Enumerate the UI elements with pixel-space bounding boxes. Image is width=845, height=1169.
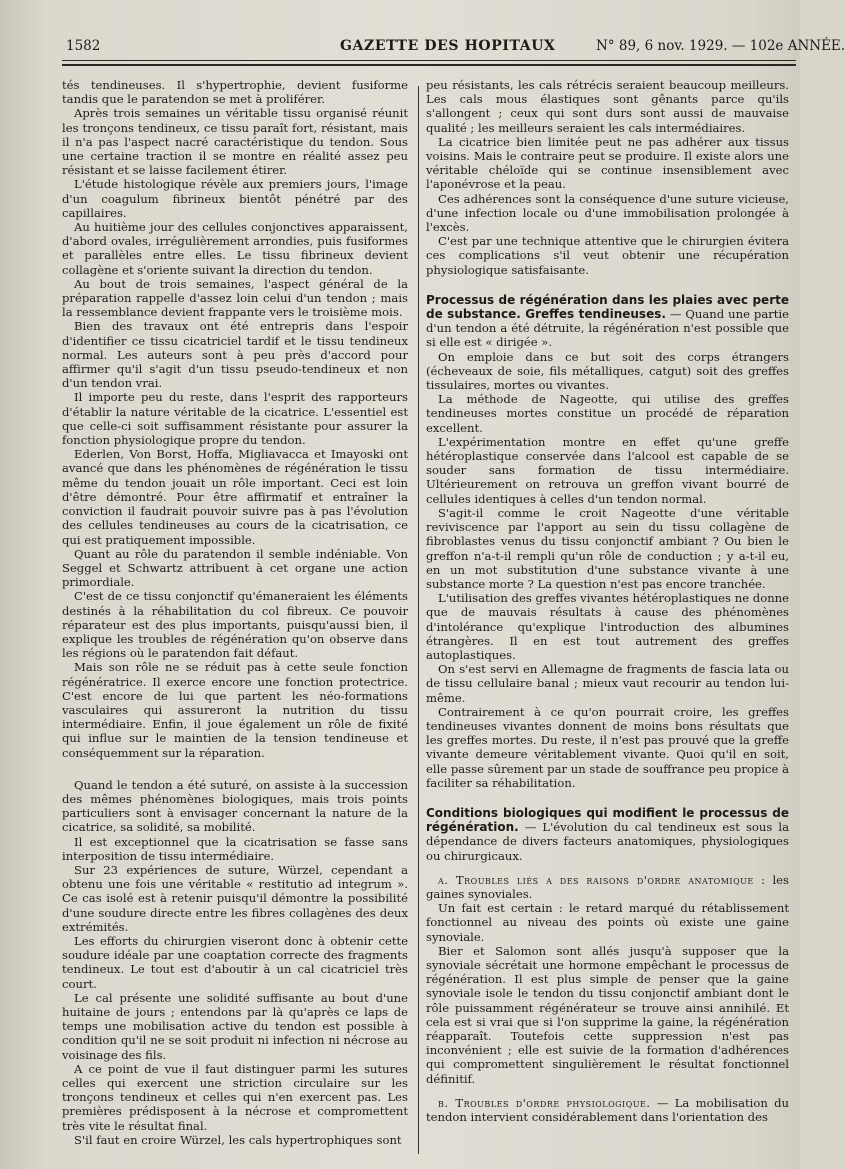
paragraph: On s'est servi en Allemagne de fragments de fascia lata ou de tissu cellulaire banal ; mieux vaut recourir au tendon lui-même.: [426, 662, 789, 705]
section-lead-conditions: — L'évolution du cal tendineux est sous la dépendance de divers facteurs anatomiques, physiologiques ou chirurgicaux.: [426, 820, 789, 863]
paragraph: A ce point de vue il faut distinguer parmi les sutures celles qui exercent une striction circulaire sur les tronçons tendineux et celles qui n'en exercent pas. Les premières prédisposent à la nécrose et compromettent très vite le résultat final.: [62, 1061, 408, 1133]
header-rule-thick: [62, 64, 796, 66]
subsection-b-label: b. Troubles d'ordre physiologique.: [438, 1095, 651, 1110]
paragraph: Quand le tendon a été suturé, on assiste à la succession des mêmes phénomènes biologiques, mais trois points particuliers sont à envisager concernant la nature de la cicatrice, sa solidité, sa mobilité.: [62, 777, 408, 835]
subsection-b-tail: — La mobilisation du tendon intervient considérablement dans l'orientation des: [426, 1095, 789, 1125]
subsection-a-tail: les gaines synoviales.: [426, 872, 789, 901]
subsection-a-label: a. Troubles liés a des raisons d'ordre anatomique :: [438, 872, 766, 887]
subsection-b: [426, 1096, 789, 1124]
paragraph: tés tendineuses. Il s'hypertrophie, devient fusiforme tandis que le paratendon se met à proliférer.: [62, 78, 408, 107]
paragraph: peu résistants, les cals rétrécis seraient beaucoup meilleurs. Les cals mous élastiques sont gênants parce qu'ils s'allongent ; ceux qui sont durs sont aussi de mauvaise qualité ; les meilleurs seraient les cals intermédiaires.: [426, 78, 789, 135]
section-lead-processus: — Quand une partie d'un tendon a été détruite, la régénération n'est possible que si elle est « dirigée ».: [426, 307, 789, 350]
paragraph: Un fait est certain : le retard marqué du rétablissement fonctionnel au niveau des points où existe une gaine synoviale.: [426, 901, 789, 944]
issue-info: N° 89, 6 nov. 1929. — 102e ANNÉE.: [596, 38, 845, 54]
paragraph: Bier et Salomon sont allés jusqu'à supposer que la synoviale sécrétait une hormone empêchant le processus de régénération. Il est plus simple de penser que la gaine synoviale isole le tendon du tissu conjonctif ambiant dont le rôle puissamment régénérateur se trouve ainsi annihilé. Et cela est si vrai que si l'on supprime la gaine, la régénération réapparaît. Toutefois cette suppression n'est pas inconvénient ; elle est suivie de la formation d'adhérences qui compromettent singulièrement le résultat fonctionnel définitif.: [426, 943, 789, 1086]
paragraph: L'étude histologique révèle aux premiers jours, l'image d'un coagulum fibrineux bientôt pénétré par des capillaires.: [62, 177, 408, 220]
column-divider: [418, 86, 419, 1154]
journal-title: GAZETTE DES HOPITAUX: [340, 38, 556, 54]
paragraph: Le cal présente une solidité suffisante au bout d'une huitaine de jours ; entendons par là qu'après ce laps de temps une mobilisation active du tendon est possible à condition qu'il ne se soit produit ni infection ni nécrose au voisinage des fils.: [62, 990, 408, 1062]
paragraph: C'est par une technique attentive que le chirurgien évitera ces complications s'il veut obtenir une récupération physiologique satisfaisante.: [426, 234, 789, 277]
subsection-a-body: [426, 901, 789, 1086]
paragraph: Bien des travaux ont été entrepris dans l'espoir d'identifier ce tissu cicatriciel tardif et le tissu tendineux normal. Les auteurs sont à peu près d'accord pour affirmer qu'il s'agit d'un tissu pseudo-tendineux et non d'un tendon vrai.: [62, 319, 408, 391]
paragraph: Ederlen, Von Borst, Hoffa, Migliavacca et Imayoski ont avancé que dans les phénomènes de régénération le tissu même du tendon jouait un rôle important. Ceci est loin d'être démontré. Pour être affirmatif et entraîner la conviction il faudrait pouvoir suivre pas à pas l'évolution des cellules tendineuses au cours de la cicatrisation, ce qui est pratiquement impossible.: [62, 447, 408, 547]
paragraph: L'expérimentation montre en effet qu'une greffe hétéroplastique conservée dans l'alcool est capable de se souder sans formation de tissu intermédiaire. Ultérieurement on retrouva un greffon vivant bourré de cellules identiques à celles d'un tendon normal.: [426, 434, 789, 506]
section-heading-processus: Processus de régénération dans les plaies avec perte de substance. Greffes tendineuses.: [426, 292, 789, 322]
paragraph: C'est de ce tissu conjonctif qu'émaneraient les éléments destinés à la réhabilitation du col fibreux. Ce pouvoir réparateur est des plus importants, puisqu'aussi bien, il explique les troubles de régénération qu'on observe dans les régions où le paratendon fait défaut.: [62, 589, 408, 661]
page-number: 1582: [66, 38, 101, 54]
subsection-a: [426, 873, 789, 901]
paragraph: Mais son rôle ne se réduit pas à cette seule fonction régénératrice. Il exerce encore une fonction protectrice. C'est encore de lui que partent les néo-formations vasculaires qui assureront la nutrition du tissu intermédiaire. Enfin, il joue également un rôle de fixité qui influe sur le maintien de la tension tendineuse et conséquemment sur la réparation.: [62, 660, 408, 760]
left-column: [62, 78, 408, 1160]
paragraph: Après trois semaines un véritable tissu organisé réunit les tronçons tendineux, ce tissu paraît fort, résistant, mais il n'a pas l'aspect nacré caractéristique du tendon. Sous une certaine traction il se montre en réalité assez peu résistant et se laisse facilement étirer.: [62, 106, 408, 178]
paragraph: La cicatrice bien limitée peut ne pas adhérer aux tissus voisins. Mais le contraire peut se produire. Il existe alors une véritable chéloïde qui se continue insensiblement avec l'aponévrose et la peau.: [426, 134, 789, 192]
paragraph: Les efforts du chirurgien viseront donc à obtenir cette soudure idéale par une coaptation correcte des fragments tendineux. Le tout est d'aboutir à un cal cicatriciel très court.: [62, 933, 408, 991]
paragraph: Contrairement à ce qu'on pourrait croire, les greffes tendineuses vivantes donnent de moins bons résultats que les greffes mortes. Du reste, il n'est pas prouvé que la greffe vivante demeure véritablement vivante. Quoi qu'il en soit, elle passe sûrement par un stade de souffrance peu propice à faciliter sa réhabilitation.: [426, 704, 789, 790]
section-processus-body: [426, 350, 789, 790]
paragraph: Au bout de trois semaines, l'aspect général de la préparation rappelle d'assez loin celui d'un tendon ; mais la ressemblance devient frappante vers le troisième mois.: [62, 276, 408, 320]
paragraph: Il importe peu du reste, dans l'esprit des rapporteurs d'établir la nature véritable de la cicatrice. L'essentiel est que celle-ci soit suffisamment résistante pour assurer la fonction physiologique propre du tendon.: [62, 390, 408, 448]
paragraph: Sur 23 expériences de suture, Würzel, cependant a obtenu une fois une véritable « restitutio ad integrum ». Ce cas isolé est à retenir puisqu'il démontre la possibilité d'une soudure directe entre les fibres collagènes des deux extrémités.: [62, 862, 408, 934]
paragraph: On emploie dans ce but soit des corps étrangers (écheveaux de soie, fils métalliques, catgut) soit des greffes tissulaires, mortes ou vivantes.: [426, 349, 789, 393]
section-conditions: [426, 806, 789, 863]
paragraph: L'utilisation des greffes vivantes hétéroplastiques ne donne que de mauvais résultats à cause des phénomènes d'intolérance qu'explique l'introduction des albumines étrangères. Il en est tout autrement des greffes autoplastiques.: [426, 591, 789, 662]
paragraph: Il est exceptionnel que la cicatrisation se fasse sans interposition de tissu intermédiaire.: [62, 834, 408, 863]
paragraph: Ces adhérences sont la conséquence d'une suture vicieuse, d'une infection locale ou d'une immobilisation prolongée à l'excès.: [426, 191, 789, 235]
section-heading-conditions: Conditions biologiques qui modifient le processus de régénération.: [426, 805, 789, 835]
paragraph: S'agit-il comme le croit Nageotte d'une véritable reviviscence par l'apport au sein du tissu collagène de fibroblastes venus du tissu conjonctif ambiant ? Ou bien le greffon n'a-t-il rempli qu'un rôle de conduction ; y a-t-il eu, en un mot substitution d'une substance vivante à une substance morte ? La question n'est pas encore tranchée.: [426, 505, 789, 591]
paragraph: Au huitième jour des cellules conjonctives apparaissent, d'abord ovales, irrégulièrement arrondies, puis fusiformes et parallèles entre elles. Le tissu fibrineux devient collagène et s'oriente suivant la direction du tendon.: [62, 220, 408, 277]
paragraph: S'il faut en croire Würzel, les cals hypertrophiques sont: [74, 1132, 402, 1147]
right-column: [426, 78, 789, 1160]
header-rule-thin: [62, 60, 796, 61]
right-intro: [426, 78, 789, 277]
paragraph: La méthode de Nageotte, qui utilise des greffes tendineuses mortes constitue un procédé de réparation excellent.: [426, 392, 789, 435]
section-processus: [426, 293, 789, 350]
paragraph: Quant au rôle du paratendon il semble indéniable. Von Seggel et Schwartz attribuent à cet organe une action primordiale.: [62, 546, 408, 590]
